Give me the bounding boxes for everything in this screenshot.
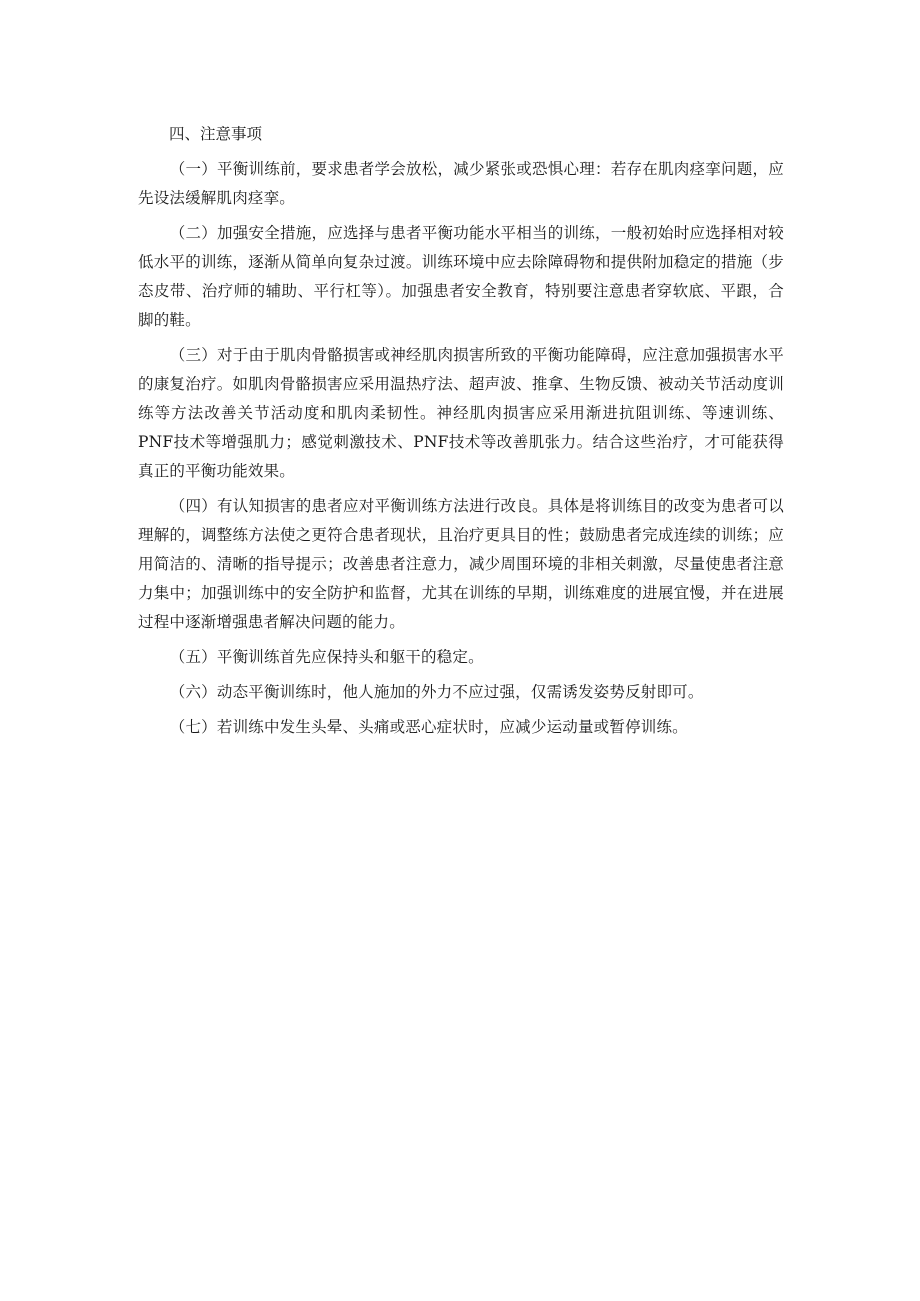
paragraph-3: （三）对于由于肌肉骨骼损害或神经肌肉损害所致的平衡功能障碍，应注意加强损害水平的康复治疗。如肌肉骨骼损害应采用温热疗法、超声波、推拿、生物反馈、被动关节活动度训练等方法改善关节活动度和肌肉柔韧性。神经肌肉损害应采用渐进抗阻训练、等速训练、PNF技术等增强肌力；感觉刺激技术、PNF技术等改善肌张力。结合这些治疗，才可能获得真正的平衡功能效果。 [138, 346, 784, 480]
section-heading: 四、注意事项 [169, 125, 263, 143]
paragraph-1: （一）平衡训练前，要求患者学会放松，减少紧张或恐惧心理：若存在肌肉痉挛问题，应先设法缓解肌肉痉挛。 [138, 160, 784, 207]
paragraph-5: （五）平衡训练首先应保持头和躯干的稳定。 [169, 648, 484, 666]
paragraph-2: （二）加强安全措施，应选择与患者平衡功能水平相当的训练，一般初始时应选择相对较低水平的训练，逐渐从简单向复杂过渡。训练环境中应去除障碍物和提供附加稳定的措施（步态皮带、治疗师的辅助、平行杠等）。加强患者安全教育，特别要注意患者穿软底、平跟，合脚的鞋。 [138, 224, 784, 329]
paragraph-6: （六）动态平衡训练时，他人施加的外力不应过强，仅需诱发姿势反射即可。 [169, 683, 704, 701]
document-body [138, 120, 784, 748]
paragraph-7: （七）若训练中发生头晕、头痛或恶心症状时，应减少运动量或暂停训练。 [169, 718, 688, 736]
paragraph-4: （四）有认知损害的患者应对平衡训练方法进行改良。具体是将训练目的改变为患者可以理解的，调整练方法使之更符合患者现状，且治疗更具目的性；鼓励患者完成连续的训练；应用简洁的、清晰的指导提示；改善患者注意力，减少周围环境的非相关刺激，尽量使患者注意力集中；加强训练中的安全防护和监督，尤其在训练的早期，训练难度的进展宜慢，并在进展过程中逐渐增强患者解决问题的能力。 [138, 497, 784, 631]
